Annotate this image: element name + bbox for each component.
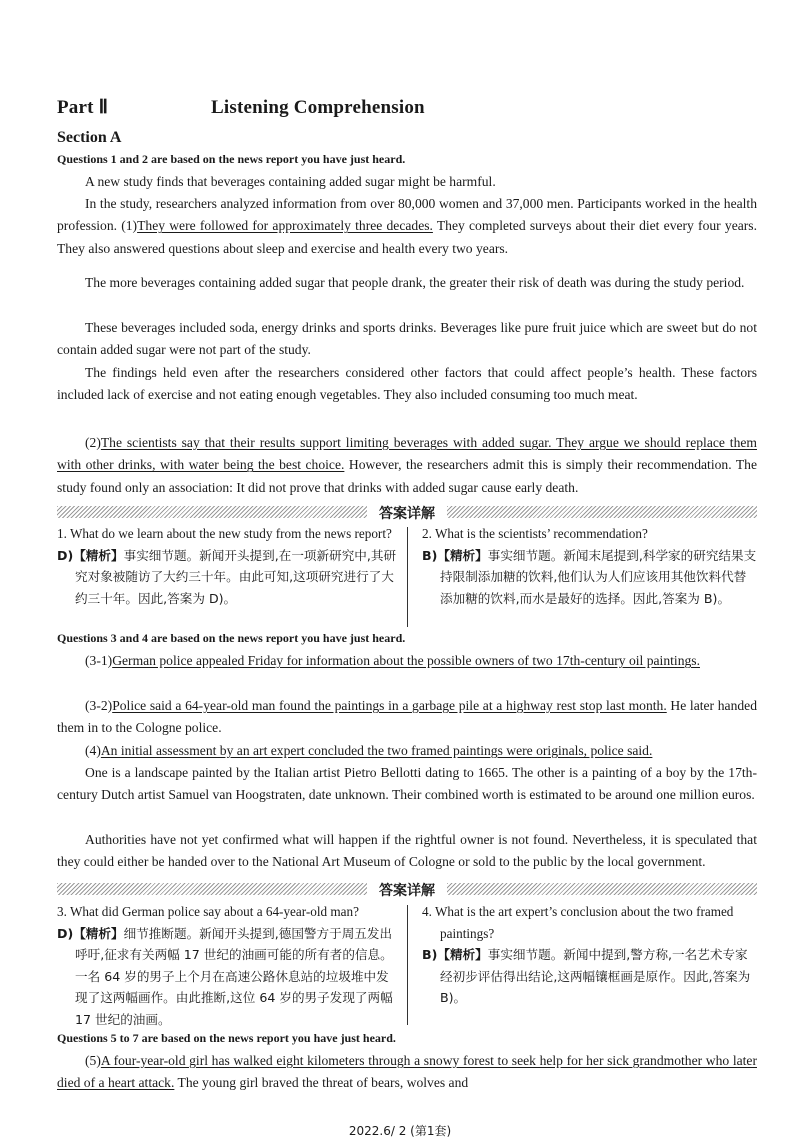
banner-title: 答案详解 (379, 506, 435, 522)
part-number: Part Ⅱ (57, 97, 109, 118)
script-underline-6: A four-year-old girl has walked eight kilometers through a snowy forest to seek help for her sick grandmother who later died of a heart attack. (57, 1053, 757, 1091)
answer-3: D)【精析】细节推断题。新闻开头提到,德国警方于周五发出呼吁,征求有关两幅 17 世纪的油画可能的所有者的信息。一名 64 岁的男子上个月在高速公路休息站的垃圾堆中发现了这两幅画作。由此推断,这位 64 岁的男子发现了两幅 17 世纪的油画。 (57, 925, 393, 1027)
questions-5-7-heading: Questions 5 to 7 are based on the news report you have just heard. (57, 1031, 396, 1045)
question-2: 2. What is the scientists’ recommendation? (422, 526, 648, 541)
banner-title: 答案详解 (379, 883, 435, 899)
questions-1-2-heading: Questions 1 and 2 are based on the news report you have just heard. (57, 152, 406, 166)
g2-paragraph-3: (4)An initial assessment by an art expert concluded the two framed paintings were originals, police said. (85, 743, 653, 758)
g1-paragraph-1: A new study finds that beverages containing added sugar might be harmful. (85, 174, 496, 189)
question-3: 3. What did German police say about a 64-year-old man? (57, 904, 359, 919)
g1-paragraph-5: The findings held even after the researchers considered other factors that could affect people’s health. These factors included lack of exercise and not eating enough vegetables. They also included consuming too much meat. (57, 365, 757, 403)
script-underline-3: German police appealed Friday for information about the possible owners of two 17th-century oil paintings. (112, 653, 700, 668)
banner-stripe-right (447, 883, 757, 895)
g2-paragraph-5: Authorities have not yet confirmed what will happen if the rightful owner is not found. Nevertheless, it is speculated that they could either be handed over to the National Art Museum of Cologne or sold to the public by the local government. (57, 832, 757, 870)
script-underline-1: They were followed for approximately three decades. (137, 218, 433, 234)
answers-banner-1 (57, 502, 757, 522)
answer-1: D)【精析】事实细节题。新闻开头提到,在一项新研究中,其研究对象被随访了大约三十年。由此可知,这项研究进行了大约三十年。因此,答案为 D)。 (57, 547, 397, 606)
question-1: 1. What do we learn about the new study from the news report? (57, 526, 392, 541)
answer-column-left (57, 523, 399, 609)
script-underline-2: The scientists say that their results support limiting beverages with added sugar. They argue we should replace them with other drinks, with water being the best choice. (57, 435, 757, 473)
g2-paragraph-2: (3-2)Police said a 64-year-old man found the paintings in a garbage pile at a highway rest stop last month. He later handed them in to the Cologne police. (57, 698, 757, 736)
g1-paragraph-4: These beverages included soda, energy drinks and sports drinks. Beverages like pure fruit juice which are sweet but do not contain added sugar were not part of the study. (57, 320, 757, 358)
g1-paragraph-2: In the study, researchers analyzed information from over 80,000 women and 37,000 men. Participants worked in the health profession. (1)They were followed for approximately three decades. They completed surveys about their diet every four years. They also answered questions about sleep and exercise and health every two years. (57, 196, 757, 256)
part-title: Listening Comprehension (211, 97, 425, 118)
g2-paragraph-4: One is a landscape painted by the Italian artist Pietro Bellotti dating to 1665. The other is a painting of a boy by the 17th-century Dutch artist Samuel van Hoogstraten, date unknown. Their combined worth is estimated to be around one million euros. (57, 765, 757, 803)
section-title: Section A (57, 129, 122, 146)
answers-block-1 (57, 523, 757, 631)
g3-paragraph-1: (5)A four-year-old girl has walked eight kilometers through a snowy forest to seek help for her sick grandmother who later died of a heart attack. The young girl braved the threat of bears, wolves and (57, 1053, 757, 1091)
page-footer: 2022.6/ 2 (第1套) (348, 1124, 452, 1138)
answers-banner-2 (57, 879, 757, 899)
answer-4: B)【精析】事实细节题。新闻中提到,警方称,一名艺术专家经初步评估得出结论,这两幅镶框画是原作。因此,答案为 B)。 (422, 947, 751, 1005)
questions-3-4-heading: Questions 3 and 4 are based on the news report you have just heard. (57, 631, 406, 645)
answer-column-right (422, 523, 757, 609)
question-4: 4. What is the art expert’s conclusion about the two framed paintings? (422, 904, 734, 941)
script-underline-5: An initial assessment by an art expert concluded the two framed paintings were originals, police said. (100, 743, 653, 758)
banner-stripe-right (447, 506, 757, 518)
answer-column-right (422, 901, 757, 1009)
column-divider (407, 905, 408, 1025)
answer-2: B)【精析】事实细节题。新闻末尾提到,科学家的研究结果支持限制添加糖的饮料,他们认为人们应该用其他饮料代替添加糖的饮料,而水是最好的选择。因此,答案为 B)。 (422, 547, 757, 606)
part-heading (57, 96, 425, 119)
g1-paragraph-6: (2)The scientists say that their results support limiting beverages with added sugar. They argue we should replace them with other drinks, with water being the best choice. However, the researchers admit this is simply their recommendation. The study found only an association: It did not prove that drinks with added sugar cause early death. (57, 435, 757, 495)
answer-column-left (57, 901, 399, 1030)
script-underline-4: Police said a 64-year-old man found the paintings in a garbage pile at a highway rest stop last month. (112, 698, 667, 713)
answers-block-2 (57, 901, 757, 1029)
g1-paragraph-3: The more beverages containing added sugar that people drank, the greater their risk of death was during the study period. (85, 275, 745, 290)
g2-paragraph-1: (3-1)German police appealed Friday for information about the possible owners of two 17th-century oil paintings. (85, 653, 700, 668)
column-divider (407, 527, 408, 627)
